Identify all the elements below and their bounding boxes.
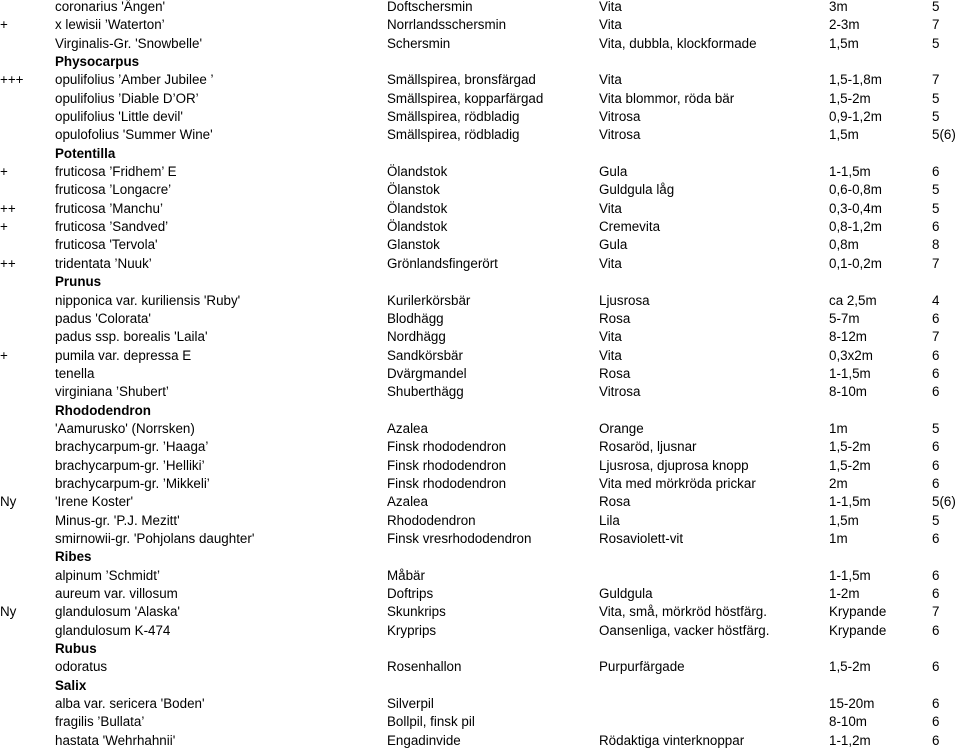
height-cell: 1m [829,420,848,436]
table-row [0,200,960,218]
zone-cell: 6 [932,622,940,638]
zone-cell: 5 [932,200,940,216]
table-row [0,0,960,16]
table-row [0,530,960,548]
flower-color-cell: Vita [599,329,622,345]
table-row [0,438,960,456]
swedish-name-cell: Schersmin [387,35,451,51]
swedish-name-cell: Glanstok [387,237,440,253]
flower-color-cell: Rosaröd, ljusnar [599,439,697,455]
swedish-name-cell: Finsk rhododendron [387,457,507,473]
swedish-name-cell: Grönlandsfingerört [387,255,498,271]
table-row [0,16,960,34]
cultivar-name-cell: smirnowii-gr. 'Pohjolans daughter' [55,530,255,546]
mark-cell: + [0,219,8,235]
genus-heading: Rubus [55,641,97,657]
swedish-name-cell: Sandkörsbär [387,347,463,363]
flower-color-cell: Vitrosa [599,127,641,143]
table-row [0,383,960,401]
cultivar-name-cell: opulifolius ’Diable D’OR’ [55,90,199,106]
table-row [0,622,960,640]
table-row [0,310,960,328]
zone-cell: 7 [932,604,940,620]
height-cell: 1-1,5m [829,365,871,381]
zone-cell: 6 [932,457,940,473]
table-row [0,218,960,236]
cultivar-name-cell: coronarius 'Ängen' [55,0,166,14]
cultivar-name-cell: Minus-gr. 'P.J. Mezitt' [55,512,180,528]
swedish-name-cell: Rosenhallon [387,659,462,675]
height-cell: 1-1,5m [829,567,871,583]
swedish-name-cell: Dvärgmandel [387,365,467,381]
zone-cell: 7 [932,329,940,345]
table-row [0,365,960,383]
height-cell: 1,5m [829,512,859,528]
swedish-name-cell: Finsk rhododendron [387,439,507,455]
genus-heading-row [0,640,960,658]
swedish-name-cell: Nordhägg [387,329,446,345]
height-cell: 1,5-2m [829,90,871,106]
height-cell: 0,9-1,2m [829,109,882,125]
swedish-name-cell: Silverpil [387,696,434,712]
table-row [0,475,960,493]
flower-color-cell: Vita med mörkröda prickar [599,475,756,491]
flower-color-cell: Vita, små, mörkröd höstfärg. [599,604,767,620]
cultivar-name-cell: brachycarpum-gr. ’Mikkeli’ [55,475,210,491]
cultivar-name-cell: brachycarpum-gr. ’Haaga’ [55,439,209,455]
genus-heading-row [0,677,960,695]
cultivar-name-cell: fruticosa ’Manchu’ [55,200,163,216]
flower-color-cell: Rosa [599,494,631,510]
zone-cell: 6 [932,310,940,326]
zone-cell: 5 [932,35,940,51]
flower-color-cell: Ljusrosa, djuprosa knopp [599,457,749,473]
swedish-name-cell: Ölandstok [387,164,448,180]
zone-cell: 5 [932,420,940,436]
flower-color-cell: Ljusrosa [599,292,650,308]
cultivar-name-cell: fruticosa 'Tervola' [55,237,158,253]
cultivar-name-cell: aureum var. villosum [55,586,178,601]
cultivar-name-cell: hastata 'Wehrhahnii' [55,732,176,748]
flower-color-cell: Vita [599,72,622,88]
zone-cell: 7 [932,255,940,271]
cultivar-name-cell: fragilis ’Bullata’ [55,714,145,730]
table-row [0,713,960,731]
table-row [0,236,960,254]
zone-cell: 5(6) [932,494,956,510]
cultivar-name-cell: alpinum ’Schmidt’ [55,567,160,583]
table-row [0,35,960,53]
zone-cell: 6 [932,714,940,730]
zone-cell: 6 [932,439,940,455]
swedish-name-cell: Doftrips [387,586,434,601]
table-row [0,108,960,126]
swedish-name-cell: Finsk vresrhododendron [387,530,532,546]
mark-cell: + [0,17,8,33]
cultivar-name-cell: brachycarpum-gr. ’Helliki’ [55,457,205,473]
zone-cell: 5 [932,0,940,14]
height-cell: 15-20m [829,696,875,712]
cultivar-name-cell: fruticosa ’Fridhem’ E [55,164,177,180]
table-row [0,71,960,89]
swedish-name-cell: Ölandstok [387,219,448,235]
cultivar-name-cell: x lewisii ’Waterton’ [55,17,165,33]
table-row [0,126,960,144]
zone-cell: 6 [932,219,940,235]
height-cell: 0,8m [829,237,859,253]
mark-cell: Ny [0,604,17,620]
height-cell: Krypande [829,604,887,620]
cultivar-name-cell: tridentata ’Nuuk’ [55,255,152,271]
cultivar-name-cell: virginiana ’Shubert’ [55,384,169,400]
mark-cell: + [0,347,8,363]
genus-heading: Physocarpus [55,54,140,70]
zone-cell: 5 [932,512,940,528]
flower-color-cell: Gula [599,237,628,253]
table-row [0,493,960,511]
swedish-name-cell: Kryprips [387,622,437,638]
height-cell: 1,5m [829,35,859,51]
zone-cell: 6 [932,384,940,400]
flower-color-cell: Purpurfärgade [599,659,685,675]
flower-color-cell: Vita [599,255,622,271]
height-cell: 1-1,5m [829,494,871,510]
flower-color-cell: Rosa [599,365,631,381]
swedish-name-cell: Smällspirea, bronsfärgad [387,72,536,88]
zone-cell: 5 [932,90,940,106]
zone-cell: 4 [932,292,940,308]
table-row [0,512,960,530]
cultivar-name-cell: 'Irene Koster' [55,494,134,510]
flower-color-cell: Vita [599,17,622,33]
swedish-name-cell: Smällspirea, rödbladig [387,127,520,143]
flower-color-cell: Cremevita [599,219,661,235]
swedish-name-cell: Rhododendron [387,512,476,528]
height-cell: 0,3-0,4m [829,200,882,216]
zone-cell: 7 [932,17,940,33]
height-cell: ca 2,5m [829,292,877,308]
cultivar-name-cell: Virginalis-Gr. 'Snowbelle' [55,35,203,51]
genus-heading: Salix [55,677,87,693]
height-cell: 8-10m [829,384,867,400]
flower-color-cell: Rosaviolett-vit [599,530,684,546]
cultivar-name-cell: pumila var. depressa E [55,347,192,363]
swedish-name-cell: Måbär [387,567,425,583]
flower-color-cell: Gula [599,164,628,180]
height-cell: 1-1,5m [829,164,871,180]
cultivar-name-cell: glandulosum K-474 [55,622,171,638]
zone-cell: 6 [932,567,940,583]
zone-cell: 6 [932,696,940,712]
zone-cell: 5(6) [932,127,956,143]
swedish-name-cell: Doftschersmin [387,0,473,14]
height-cell: 1-1,2m [829,732,871,748]
flower-color-cell: Vita blommor, röda bär [599,90,735,106]
table-row [0,603,960,621]
genus-heading-row [0,402,960,420]
zone-cell: 5 [932,109,940,125]
cultivar-name-cell: fruticosa ’Sandved’ [55,219,169,235]
height-cell: 1,5-2m [829,457,871,473]
flower-color-cell: Vitrosa [599,109,641,125]
genus-heading-row [0,273,960,291]
flower-color-cell: Lila [599,512,620,528]
genus-heading: Ribes [55,549,92,565]
height-cell: Krypande [829,622,887,638]
swedish-name-cell: Kurilerkörsbär [387,292,471,308]
mark-cell: +++ [0,72,24,88]
table-row [0,658,960,676]
height-cell: 1-2m [829,586,860,601]
height-cell: 2m [829,475,848,491]
zone-cell: 7 [932,72,940,88]
height-cell: 1m [829,530,848,546]
mark-cell: + [0,164,8,180]
table-row [0,347,960,365]
cultivar-name-cell: opulifolius ’Amber Jubilee ’ [55,72,214,88]
cultivar-name-cell: padus ssp. borealis 'Laila' [55,329,208,345]
flower-color-cell: Rosa [599,310,631,326]
genus-heading-row [0,53,960,71]
table-row [0,695,960,713]
height-cell: 1,5-2m [829,659,871,675]
swedish-name-cell: Azalea [387,494,428,510]
swedish-name-cell: Norrlandsschersmin [387,17,507,33]
height-cell: 1,5-1,8m [829,72,882,88]
flower-color-cell: Vita [599,347,622,363]
swedish-name-cell: Smällspirea, kopparfärgad [387,90,544,106]
zone-cell: 6 [932,530,940,546]
table-row [0,732,960,750]
cultivar-name-cell: glandulosum 'Alaska' [55,604,180,620]
table-row [0,163,960,181]
zone-cell: 6 [932,365,940,381]
cultivar-name-cell: alba var. sericera 'Boden' [55,696,205,712]
flower-color-cell: Vita, dubbla, klockformade [599,35,757,51]
flower-color-cell: Vita [599,0,622,14]
table-row [0,567,960,585]
genus-heading: Rhododendron [55,402,151,418]
flower-color-cell: Guldgula låg [599,182,675,198]
cultivar-name-cell: odoratus [55,659,108,675]
swedish-name-cell: Azalea [387,420,428,436]
zone-cell: 6 [932,347,940,363]
swedish-name-cell: Smällspirea, rödbladig [387,109,520,125]
zone-cell: 6 [932,586,940,601]
swedish-name-cell: Shuberthägg [387,384,464,400]
table-row [0,181,960,199]
height-cell: 1,5-2m [829,439,871,455]
mark-cell: ++ [0,200,16,216]
height-cell: 0,6-0,8m [829,182,882,198]
flower-color-cell: Guldgula [599,586,653,601]
table-row [0,328,960,346]
height-cell: 3m [829,0,848,14]
height-cell: 8-10m [829,714,867,730]
cultivar-name-cell: 'Aamurusko' (Norrsken) [55,420,195,436]
flower-color-cell: Orange [599,420,644,436]
flower-color-cell: Vitrosa [599,384,641,400]
table-row [0,292,960,310]
cultivar-name-cell: opulifolius 'Little devil' [55,109,183,125]
height-cell: 8-12m [829,329,867,345]
flower-color-cell: Vita [599,200,622,216]
table-row [0,585,960,603]
zone-cell: 6 [932,475,940,491]
height-cell: 0,8-1,2m [829,219,882,235]
mark-cell: Ny [0,494,17,510]
cultivar-name-cell: padus 'Colorata' [55,310,151,326]
swedish-name-cell: Bollpil, finsk pil [387,714,475,730]
zone-cell: 8 [932,237,940,253]
genus-heading-row [0,548,960,566]
height-cell: 2-3m [829,17,860,33]
cultivar-name-cell: opulofolius 'Summer Wine' [55,127,213,143]
table-row [0,457,960,475]
swedish-name-cell: Engadinvide [387,732,461,748]
swedish-name-cell: Ölanstok [387,182,440,198]
cultivar-name-cell: tenella [55,365,95,381]
swedish-name-cell: Skunkrips [387,604,446,620]
swedish-name-cell: Finsk rhododendron [387,475,507,491]
zone-cell: 5 [932,182,940,198]
cultivar-name-cell: fruticosa ’Longacre’ [55,182,172,198]
height-cell: 5-7m [829,310,860,326]
zone-cell: 6 [932,164,940,180]
table-row [0,90,960,108]
flower-color-cell: Oansenliga, vacker höstfärg. [599,622,770,638]
swedish-name-cell: Blodhägg [387,310,444,326]
genus-heading-row [0,145,960,163]
mark-cell: ++ [0,255,16,271]
height-cell: 0,3x2m [829,347,873,363]
zone-cell: 6 [932,732,940,748]
height-cell: 0,1-0,2m [829,255,882,271]
genus-heading: Prunus [55,274,102,290]
genus-heading: Potentilla [55,145,116,161]
table-row [0,420,960,438]
zone-cell: 6 [932,659,940,675]
height-cell: 1,5m [829,127,859,143]
swedish-name-cell: Ölandstok [387,200,448,216]
flower-color-cell: Rödaktiga vinterknoppar [599,732,745,748]
table-row [0,255,960,273]
cultivar-name-cell: nipponica var. kuriliensis 'Ruby' [55,292,241,308]
